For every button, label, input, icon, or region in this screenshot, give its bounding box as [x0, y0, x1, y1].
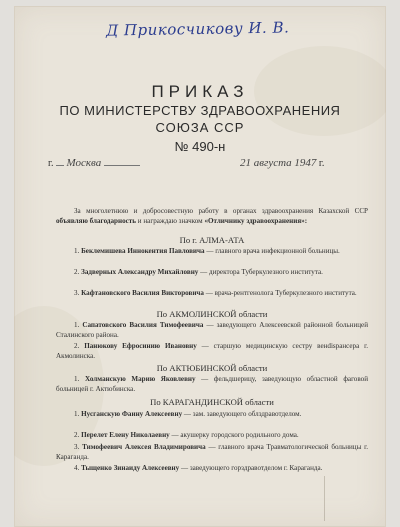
person-position: — главного врача Травматологической больницы г. Караганда. [56, 443, 368, 461]
award-item [56, 374, 368, 394]
person-position: — фельдшерицу, заведующую областной фаговой больницей г. Актюбинска. [56, 375, 368, 393]
paper-crease [324, 476, 325, 521]
document-subtitle: ПО МИНИСТЕРСТВУ ЗДРАВООХРАНЕНИЯ [59, 103, 341, 118]
person-name: Сапатовского Василия Тимофеевича [82, 321, 204, 329]
person-name: Тимофеевич Алексея Владимировича [82, 443, 206, 451]
award-item [56, 320, 368, 340]
item-number: 2. [74, 342, 80, 350]
person-name: Беклемишева Иннокентия Павловича [81, 247, 205, 255]
person-name: Холманскую Марию Яковлевну [84, 375, 196, 383]
item-number: 1. [74, 410, 80, 418]
rule-line [56, 165, 64, 166]
award-item [56, 430, 368, 440]
award-item [56, 341, 368, 361]
person-name: Нусганскую Фаину Алексеевну [81, 410, 183, 418]
person-position: — врача-рентгенолога Туберкулезного института. [203, 289, 357, 297]
intro-text: За многолетнюю и добросовестную работу в органах здравоохранения Казахской ССР [74, 207, 368, 215]
place-line [48, 157, 140, 169]
person-position: — заведующего горздравотделом г. Караганда. [179, 464, 323, 472]
intro-text: и награждаю значком [136, 217, 205, 225]
item-number: 2. [74, 268, 80, 276]
award-item [56, 246, 368, 256]
date-suffix: г. [318, 158, 325, 169]
order-number: № 490-н [174, 139, 226, 154]
city-prefix: г. [48, 158, 54, 169]
region-heading: По АКМОЛИНСКОЙ области [156, 309, 268, 319]
region-heading: По КАРАГАНДИНСКОЙ области [150, 397, 274, 407]
rule-line [104, 165, 140, 166]
intro-bold-text: объявляю благодарность [56, 217, 137, 225]
person-name: Тыщенко Зинаиду Алексеевну [81, 464, 180, 472]
award-item [56, 288, 368, 298]
item-number: 3. [74, 443, 80, 451]
person-position: — старшую медицинскую сестру венdispансера г. Акмолинска. [56, 342, 368, 360]
item-number: 4. [74, 464, 80, 472]
person-name: Перелет Елену Николаевну [81, 431, 170, 439]
region-heading: По г. АЛМА-АТА [179, 235, 245, 245]
item-number: 2. [74, 431, 80, 439]
order-date: 21 августа 1947 [240, 157, 317, 169]
region-heading: По АКТЮБИНСКОЙ области [156, 363, 268, 373]
item-number: 1. [74, 375, 80, 383]
award-item [56, 267, 368, 277]
document-sheet [14, 6, 386, 527]
intro-paragraph [56, 206, 368, 226]
person-name: Задверных Александру Михайловну [81, 268, 199, 276]
award-item [56, 442, 368, 462]
person-position: — заведующего Алексеевской районной больницей Сталинского района. [56, 321, 368, 339]
document-title: ПРИКАЗ [151, 82, 249, 101]
handwritten-note: Д Прикосчикову И. В. [105, 18, 290, 40]
person-position: — главного врача инфекционной больницы. [204, 247, 340, 255]
person-name: Панюкову Ефросинию Ивановну [84, 342, 197, 350]
person-name: Кафтановского Василия Викторовича [81, 289, 204, 297]
date-line [240, 157, 324, 169]
item-number: 3. [74, 289, 80, 297]
intro-bold-text: «Отличнику здравоохранения»: [204, 217, 308, 225]
city-name: Москва [66, 157, 102, 169]
item-number: 1. [74, 321, 80, 329]
person-position: — акушерку городского родильного дома. [169, 431, 299, 439]
person-position: — зам. заведующего облздравотделом. [182, 410, 302, 418]
person-position: — директора Туберкулезного института. [198, 268, 323, 276]
award-item [56, 409, 368, 419]
award-item [56, 463, 368, 473]
item-number: 1. [74, 247, 80, 255]
document-subtitle-union: СОЮЗА ССР [155, 120, 245, 135]
